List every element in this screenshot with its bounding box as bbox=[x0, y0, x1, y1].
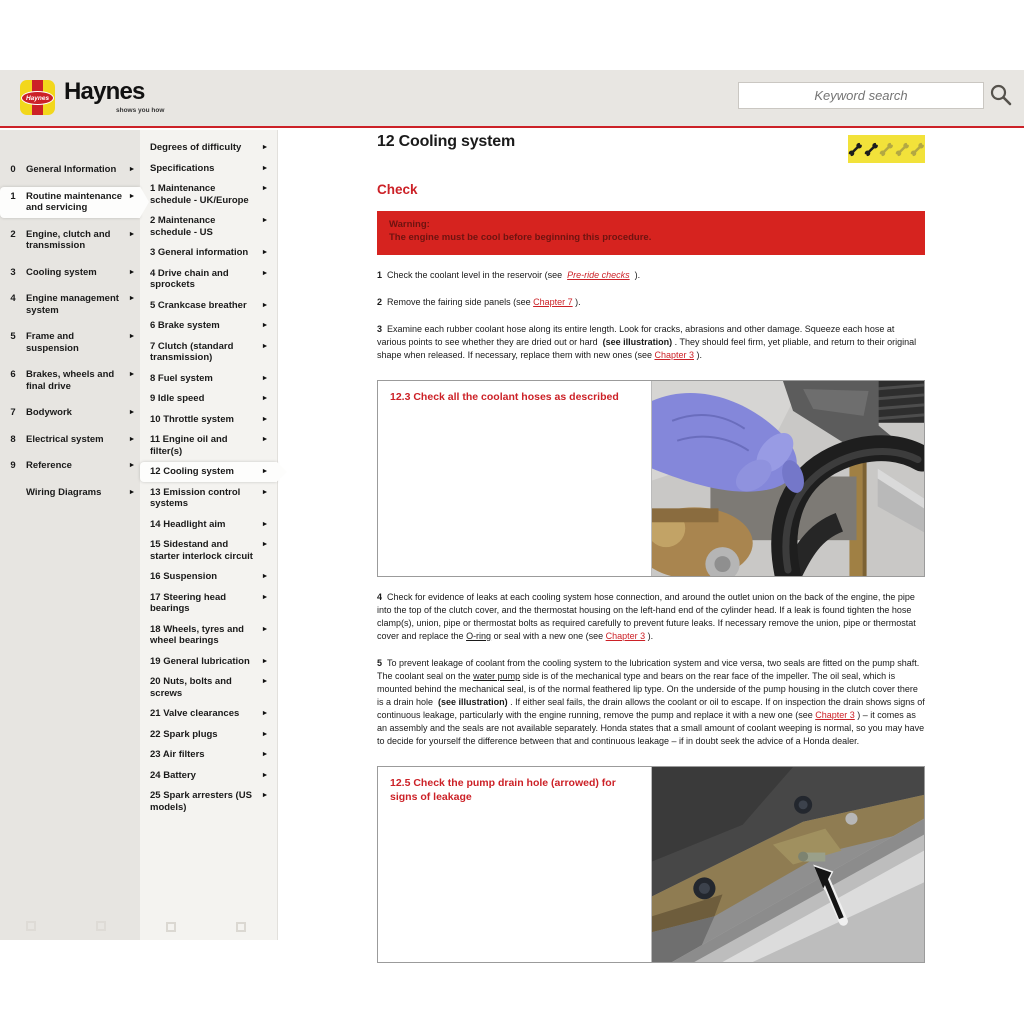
sidebar-section-21[interactable] bbox=[140, 672, 277, 703]
sidebar-section-25[interactable] bbox=[140, 766, 277, 786]
placeholder-box bbox=[26, 921, 36, 931]
chevron-right-icon: ► bbox=[261, 301, 269, 309]
chevron-right-icon: ► bbox=[261, 541, 269, 548]
chevron-right-icon: ► bbox=[261, 730, 269, 738]
chevron-right-icon: ► bbox=[261, 217, 269, 224]
chevron-right-icon: ► bbox=[261, 249, 269, 256]
haynes-logo[interactable] bbox=[20, 78, 220, 122]
sidebar-section-12[interactable] bbox=[140, 430, 277, 461]
chevron-right-icon: ► bbox=[261, 751, 269, 758]
chapter-number: 8 bbox=[10, 433, 16, 445]
section-label: 7 Clutch (standard transmission) bbox=[150, 340, 234, 363]
chapter-label: Reference bbox=[26, 460, 72, 471]
chapter-label: Wiring Diagrams bbox=[26, 486, 102, 498]
section-label: 11 Engine oil and filter(s) bbox=[150, 434, 228, 457]
section-label: 10 Throttle system bbox=[150, 413, 234, 425]
sidebar-section-18[interactable] bbox=[140, 588, 277, 619]
wrench-icon bbox=[895, 142, 910, 157]
procedure-steps-1-3 bbox=[377, 269, 925, 362]
section-label: 8 Fuel system bbox=[150, 372, 213, 384]
sidebar-section-8[interactable] bbox=[140, 337, 277, 368]
chapter-number: 4 bbox=[10, 293, 16, 304]
wrench-icon bbox=[848, 142, 863, 157]
section-heading: Check bbox=[377, 182, 418, 197]
glossary-link[interactable]: water pump bbox=[473, 671, 521, 681]
sidebar-section-6[interactable] bbox=[140, 296, 277, 316]
chapter-label: Engine management system bbox=[26, 293, 119, 316]
chevron-right-icon: ► bbox=[261, 625, 269, 633]
step-1: 1 Check the coolant level in the reservoir (see Pre-ride checks ). bbox=[377, 270, 641, 280]
chevron-right-icon: ► bbox=[261, 269, 269, 277]
figure-photo-coolant-hose bbox=[651, 381, 924, 576]
sidebar-section-15[interactable] bbox=[140, 515, 277, 535]
sidebar-section-16[interactable] bbox=[140, 535, 277, 566]
sidebar-section-19[interactable] bbox=[140, 620, 277, 651]
chevron-right-icon: ► bbox=[261, 468, 269, 475]
sidebar-section-2[interactable] bbox=[140, 179, 277, 210]
sidebar-chapter-wiring-diagrams[interactable] bbox=[0, 483, 140, 503]
chevron-right-icon: ► bbox=[128, 268, 136, 276]
chevron-right-icon: ► bbox=[261, 488, 269, 496]
chevron-right-icon: ► bbox=[261, 164, 269, 172]
section-label: 16 Suspension bbox=[150, 571, 218, 582]
wrench-icon bbox=[879, 142, 894, 157]
step-3: 3 Examine each rubber coolant hose along its entire length. Look for cracks, abrasions and other damage. Squeeze each hose at various points to see whether they are dried out or hard (see illustration) . They should feel firm, yet pliable, and return to their original shape when released. If necessary, replace them with new ones (see Chapter 3 ). bbox=[377, 324, 917, 360]
chapter-number: 6 bbox=[10, 369, 16, 380]
sidebar-section-1[interactable] bbox=[140, 159, 277, 179]
chapter-number: 5 bbox=[10, 331, 16, 342]
procedure-steps-4-5 bbox=[377, 591, 925, 748]
chapter-label: Brakes, wheels and final drive bbox=[26, 369, 115, 392]
coolant-hose-photo-illustration bbox=[652, 381, 924, 576]
chapter-link[interactable]: Chapter 3 bbox=[605, 631, 646, 641]
chevron-right-icon: ► bbox=[261, 374, 269, 382]
section-label: 22 Spark plugs bbox=[150, 728, 218, 740]
sidebar-section-7[interactable] bbox=[140, 316, 277, 336]
badge-oval: Haynes bbox=[21, 91, 54, 105]
chapter-label: General Information bbox=[26, 164, 117, 175]
chevron-right-icon: ► bbox=[128, 371, 136, 378]
chapter-link[interactable]: Chapter 7 bbox=[533, 297, 573, 307]
section-sidebar bbox=[140, 130, 278, 940]
sidebar-section-13[interactable] bbox=[140, 462, 277, 482]
sidebar-section-11[interactable] bbox=[140, 410, 277, 430]
chapter-label: Bodywork bbox=[26, 407, 72, 418]
chevron-right-icon: ► bbox=[128, 192, 136, 200]
sidebar-chapter-5[interactable] bbox=[0, 327, 140, 358]
figure-caption: 12.5 Check the pump drain hole (arrowed) for signs of leakage bbox=[390, 777, 616, 803]
step-2: 2 Remove the fairing side panels (see Chapter 7 ). bbox=[377, 297, 581, 307]
brand-tagline: shows you how bbox=[116, 107, 165, 114]
section-label: 14 Headlight aim bbox=[150, 518, 226, 530]
chevron-right-icon: ► bbox=[128, 409, 136, 416]
chevron-right-icon: ► bbox=[261, 185, 269, 192]
chevron-right-icon: ► bbox=[261, 322, 269, 329]
sidebar-chapter-9[interactable] bbox=[0, 456, 140, 476]
placeholder-box bbox=[166, 922, 176, 932]
chevron-right-icon: ► bbox=[261, 520, 269, 528]
section-label: 17 Steering head bearings bbox=[150, 591, 227, 614]
difficulty-rating bbox=[848, 135, 925, 163]
section-label: 25 Spark arresters (US models) bbox=[150, 790, 252, 813]
page-title: 12 Cooling system bbox=[377, 133, 515, 150]
section-label: 15 Sidestand and starter interlock circuit bbox=[150, 539, 253, 562]
sidebar-chapter-7[interactable] bbox=[0, 403, 140, 423]
chapter-list bbox=[0, 160, 140, 502]
sidebar-chapter-1[interactable] bbox=[0, 187, 140, 218]
sidebar-chapter-0[interactable] bbox=[0, 160, 140, 180]
brand-name: Haynes bbox=[64, 78, 145, 105]
figure-12-5 bbox=[377, 766, 925, 963]
placeholder-box bbox=[236, 922, 246, 932]
figure-photo-pump-drain-hole bbox=[651, 767, 924, 962]
section-label: 21 Valve clearances bbox=[150, 708, 240, 719]
step-5: 5 To prevent leakage of coolant from the cooling system to the lubrication system and vice versa, two seals are fitted on the pump shaft. The coolant seal on the water pump side is of the mechanical type and bears on the rear face of the impeller. The oil seal, which is mounted behind the mechanical seal, is of the normal feathered lip type. On the underside of the pump housing in the clutch cover there is a drain hole (see illustration) . If either seal fails, the drain allows the coolant or oil to escape. If on inspection the drain shows signs of continuous leakage, particularly with the engine running, remove the pump and replace it with a new one (see Chapter 3 ) – it comes as an assembly and the seals are not available separately. Honda states that a small amount of coolant weeping is normal, so you may have to decide for yourself the difference between that and continuous leakage – if in doubt seek the advice of a Honda dealer. bbox=[377, 658, 925, 746]
section-label: 13 Emission control systems bbox=[150, 486, 241, 509]
chevron-right-icon: ► bbox=[261, 792, 269, 799]
sidebar-section-3[interactable] bbox=[140, 211, 277, 242]
chevron-right-icon: ► bbox=[128, 333, 136, 340]
chevron-right-icon: ► bbox=[128, 230, 136, 238]
search-input[interactable] bbox=[738, 82, 984, 109]
chevron-right-icon: ► bbox=[261, 593, 269, 601]
sidebar-chapter-2[interactable] bbox=[0, 225, 140, 256]
chapter-label: Routine maintenance and servicing bbox=[26, 190, 123, 213]
sidebar-section-22[interactable] bbox=[140, 704, 277, 724]
section-label: Degrees of difficulty bbox=[150, 142, 242, 153]
chevron-right-icon: ► bbox=[261, 415, 269, 423]
wrench-icon bbox=[864, 142, 879, 157]
chapter-number: 3 bbox=[10, 266, 16, 278]
sidebar-chapter-4[interactable] bbox=[0, 289, 140, 320]
sidebar-section-14[interactable] bbox=[140, 483, 277, 514]
glossary-link[interactable]: O-ring bbox=[466, 631, 492, 641]
main-content bbox=[377, 130, 925, 963]
chevron-right-icon: ► bbox=[261, 573, 269, 580]
sidebar-section-26[interactable] bbox=[140, 786, 277, 817]
sidebar-section-4[interactable] bbox=[140, 243, 277, 263]
chevron-right-icon: ► bbox=[128, 462, 136, 469]
chevron-right-icon: ► bbox=[128, 295, 136, 302]
sidebar-section-24[interactable] bbox=[140, 745, 277, 765]
chevron-right-icon: ► bbox=[261, 342, 269, 350]
chevron-right-icon: ► bbox=[261, 144, 269, 151]
section-label: 3 General information bbox=[150, 247, 249, 258]
sidebar-chapter-6[interactable] bbox=[0, 365, 140, 396]
haynes-badge-icon bbox=[20, 80, 55, 115]
figure-caption: 12.3 Check all the coolant hoses as described bbox=[390, 391, 619, 403]
chevron-right-icon: ► bbox=[261, 771, 269, 779]
step-4: 4 Check for evidence of leaks at each cooling system hose connection, and around the outlet union on the back of the engine, the pipe into the top of the clutch cover, and the thermostat housing on the left-hand end of the cylinder head. If a leak is found tighten the hose clamp(s), union, pipe or thermostat bolts as required carefully to prevent future leaks. If necessary remove the union, pipe or thermostat cover and replace the O-ring or seal with a new one (see Chapter 3 ). bbox=[377, 592, 916, 641]
chapter-label: Cooling system bbox=[26, 266, 97, 278]
chevron-right-icon: ► bbox=[261, 436, 269, 443]
chevron-right-icon: ► bbox=[128, 166, 136, 173]
chevron-right-icon: ► bbox=[261, 395, 269, 402]
warning-text: The engine must be cool before beginning this procedure. bbox=[389, 232, 652, 243]
chapter-number: 1 bbox=[10, 190, 16, 202]
chevron-right-icon: ► bbox=[261, 710, 269, 717]
header-bar bbox=[0, 70, 1024, 128]
section-label: 23 Air filters bbox=[150, 749, 205, 760]
placeholder-box bbox=[96, 921, 106, 931]
section-label: 6 Brake system bbox=[150, 320, 220, 331]
sidebar-section-0[interactable] bbox=[140, 138, 277, 158]
sidebar-section-5[interactable] bbox=[140, 264, 277, 295]
section-label: 24 Battery bbox=[150, 769, 196, 781]
chapter-number: 2 bbox=[10, 228, 16, 240]
pump-drain-photo-illustration bbox=[652, 767, 924, 962]
chapter-label: Frame and suspension bbox=[26, 331, 79, 354]
chevron-right-icon: ► bbox=[128, 488, 136, 496]
chapter-label: Engine, clutch and transmission bbox=[26, 228, 111, 251]
search-icon bbox=[989, 95, 1013, 110]
sidebar-chapter-8[interactable] bbox=[0, 430, 140, 450]
chevron-right-icon: ► bbox=[128, 435, 136, 443]
section-label: 20 Nuts, bolts and screws bbox=[150, 676, 232, 699]
sidebar-section-17[interactable] bbox=[140, 567, 277, 587]
sidebar-section-10[interactable] bbox=[140, 389, 277, 409]
warning-box bbox=[377, 211, 925, 255]
section-list bbox=[140, 138, 277, 817]
figure-12-3 bbox=[377, 380, 925, 577]
section-label: 9 Idle speed bbox=[150, 393, 205, 404]
chevron-right-icon: ► bbox=[261, 678, 269, 685]
chapter-number: 7 bbox=[10, 407, 16, 418]
chevron-right-icon: ► bbox=[261, 657, 269, 665]
chapter-sidebar bbox=[0, 130, 140, 940]
sidebar-chapter-3[interactable] bbox=[0, 263, 140, 283]
section-label: 12 Cooling system bbox=[150, 466, 234, 477]
section-label: 4 Drive chain and sprockets bbox=[150, 267, 229, 290]
section-label: 2 Maintenance schedule - US bbox=[150, 215, 216, 238]
selected-pointer bbox=[277, 462, 287, 482]
chapter-number: 9 bbox=[10, 460, 16, 471]
sidebar-section-9[interactable] bbox=[140, 369, 277, 389]
sidebar-section-20[interactable] bbox=[140, 652, 277, 672]
section-label: 5 Crankcase breather bbox=[150, 299, 247, 311]
section-label: 19 General lubrication bbox=[150, 655, 250, 667]
chapter-number: 0 bbox=[10, 164, 16, 175]
wrench-icon bbox=[910, 142, 925, 157]
section-label: 18 Wheels, tyres and wheel bearings bbox=[150, 623, 244, 646]
warning-label: Warning: bbox=[389, 219, 430, 230]
sidebar-section-23[interactable] bbox=[140, 725, 277, 745]
pre-ride-checks-link[interactable]: Pre-ride checks bbox=[567, 270, 630, 280]
section-label: 1 Maintenance schedule - UK/Europe bbox=[150, 183, 249, 206]
chapter-link[interactable]: Chapter 3 bbox=[654, 350, 695, 360]
chapter-label: Electrical system bbox=[26, 433, 104, 445]
section-label: Specifications bbox=[150, 162, 215, 174]
chapter-link[interactable]: Chapter 3 bbox=[815, 710, 855, 720]
search-button[interactable] bbox=[988, 83, 1014, 109]
